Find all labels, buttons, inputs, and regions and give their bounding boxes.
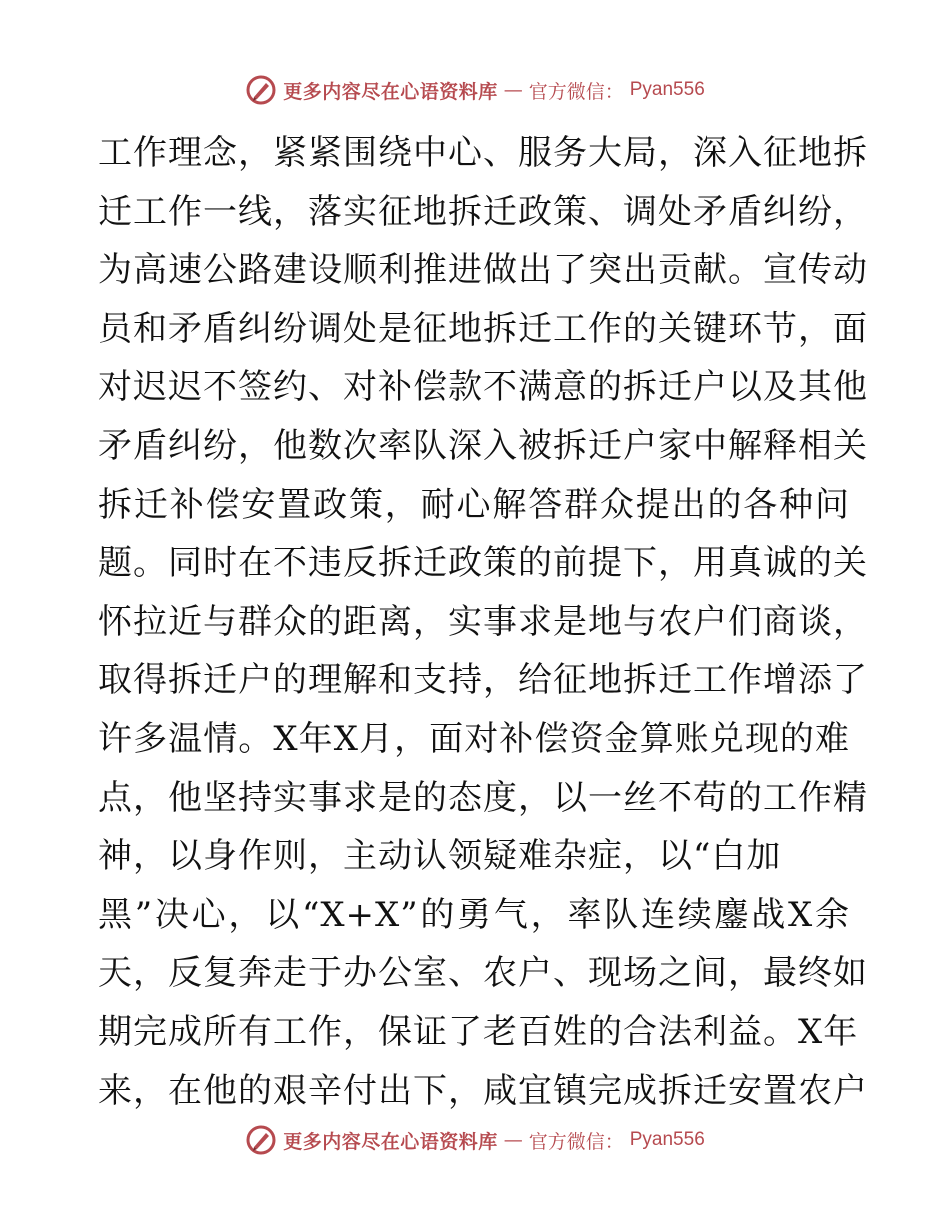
body-line: 黑”决心，以“X+X”的勇气，率队连续鏖战X余 xyxy=(98,894,850,935)
body-line: 员和矛盾纠纷调处是征地拆迁工作的关键环节，面 xyxy=(98,308,868,349)
body-line: 神，以身作则，主动认领疑难杂症，以“白加 xyxy=(98,836,782,877)
body-line: 点，他坚持实事求是的态度，以一丝不苟的工作精 xyxy=(98,777,868,818)
body-line: 期完成所有工作，保证了老百姓的合法利益。X年 xyxy=(98,1011,859,1052)
body-line: 怀拉近与群众的距离，实事求是地与农户们商谈， xyxy=(98,601,868,642)
footer-contact-label: 官方微信： xyxy=(528,1130,624,1153)
footer-banner xyxy=(0,1120,950,1160)
body-line: 来，在他的艰辛付出下，咸宜镇完成拆迁安置农户 xyxy=(98,1070,868,1111)
body-line: 为高速公路建设顺利推进做出了突出贡献。宣传动 xyxy=(98,250,868,291)
footer-separator: — xyxy=(503,1129,523,1151)
body-line: 许多温情。X年X月，面对补偿资金算账兑现的难 xyxy=(98,718,850,759)
body-line: 矛盾纠纷，他数次率队深入被拆迁户家中解释相关 xyxy=(98,425,868,466)
body-line: 迁工作一线，落实征地拆迁政策、调处矛盾纠纷， xyxy=(98,191,868,232)
pen-in-circle-icon xyxy=(245,1124,277,1156)
body-line: 取得拆迁户的理解和支持，给征地拆迁工作增添了 xyxy=(98,660,868,701)
body-line: 拆迁补偿安置政策，耐心解答群众提出的各种问 xyxy=(98,484,850,525)
header-banner xyxy=(0,70,950,110)
footer-brand-text: 更多内容尽在心语资料库 xyxy=(283,1130,498,1153)
header-contact-label: 官方微信： xyxy=(528,80,624,103)
header-contact-id: Pyan556 xyxy=(629,79,705,100)
body-text xyxy=(98,124,868,1120)
header-separator: — xyxy=(503,79,523,101)
header-brand-text: 更多内容尽在心语资料库 xyxy=(283,80,498,103)
footer-contact-id: Pyan556 xyxy=(629,1129,705,1150)
body-line: 天，反复奔走于办公室、农户、现场之间，最终如 xyxy=(98,953,868,994)
pen-in-circle-icon xyxy=(245,74,277,106)
body-line: 对迟迟不签约、对补偿款不满意的拆迁户以及其他 xyxy=(98,367,868,408)
body-line: 工作理念，紧紧围绕中心、服务大局，深入征地拆 xyxy=(98,133,868,173)
body-line: 题。同时在不违反拆迁政策的前提下，用真诚的关 xyxy=(98,543,868,584)
